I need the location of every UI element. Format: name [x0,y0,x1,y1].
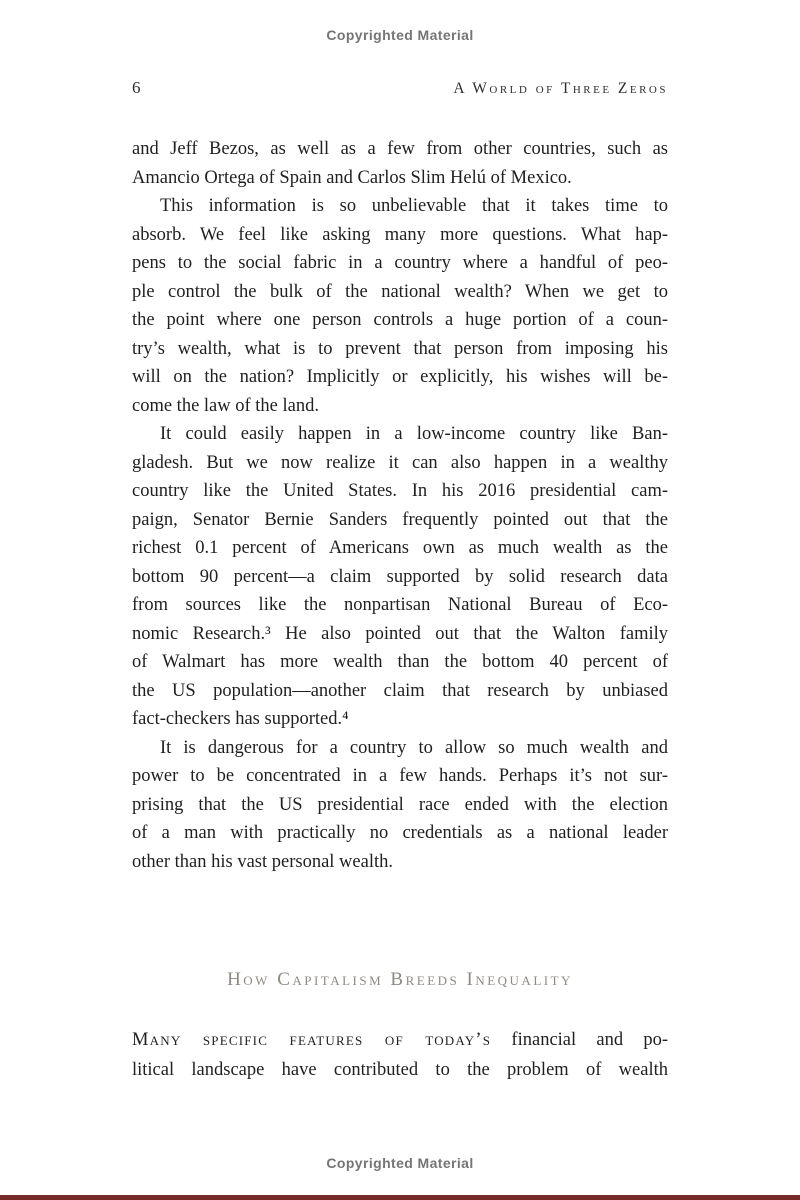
text-line: gladesh. But we now realize it can also happen in a wealthy [132,452,668,473]
text-line: absorb. We feel like asking many more questions. What hap- [132,224,668,245]
text-line: ple control the bulk of the national wealth? When we get to [132,281,668,302]
text-line: of Walmart has more wealth than the bottom 40 percent of [132,652,668,672]
text-line: come the law of the land. [132,395,319,416]
smallcaps-lead: Many specific features of today’s [132,1030,492,1050]
text-line: nomic Research.³ He also pointed out that the Walton family [132,623,668,644]
text-line: from sources like the nonpartisan National Bureau of Eco- [132,595,668,615]
text-line: will on the nation? Implicitly or explicitly, his wishes will be- [132,367,668,387]
text-line: richest 0.1 percent of Americans own as much wealth as the [132,538,668,558]
text-line: fact-checkers has supported.⁴ [132,709,349,729]
text-line: paign, Senator Bernie Sanders frequently pointed out that the [132,509,668,530]
copyright-notice-top: Copyrighted Material [326,27,474,43]
text-line: Amancio Ortega of Spain and Carlos Slim Helú of Mexico. [132,167,572,188]
text-line: Many specific features of today’s financial and po- [132,1030,668,1050]
page-header [132,78,668,98]
text-line: and Jeff Bezos, as well as a few from other countries, such as [132,139,668,159]
text-line: It is dangerous for a country to allow so much wealth and [160,737,668,758]
text-line: of a man with practically no credentials as a national leader [132,823,668,843]
section-heading: How Capitalism Breeds Inequality [227,969,573,990]
running-title: A World of Three Zeros [453,80,668,97]
text-line: bottom 90 percent—a claim supported by solid research data [132,566,668,587]
text-line: It could easily happen in a low-income country like Ban- [160,424,668,444]
text-line: prising that the US presidential race ended with the election [132,794,668,815]
text-line: the point where one person controls a huge portion of a coun- [132,310,668,330]
text-line: litical landscape have contributed to the problem of wealth [132,1059,668,1080]
text-line: try’s wealth, what is to prevent that person from imposing his [132,338,668,359]
page-number: 6 [132,78,141,97]
text-line: power to be concentrated in a few hands. Perhaps it’s not sur- [132,766,668,786]
text-line: the US population—another claim that research by unbiased [132,680,668,701]
final-paragraph [132,1026,668,1085]
text-line: pens to the social fabric in a country where a handful of peo- [132,253,668,273]
page-bottom-edge [0,1195,800,1200]
text-line: country like the United States. In his 2016 presidential cam- [132,481,668,501]
copyright-notice-bottom: Copyrighted Material [326,1155,474,1171]
body-text [132,135,668,876]
text-line: other than his vast personal wealth. [132,851,393,872]
text-line: This information is so unbelievable that it takes time to [160,196,668,216]
